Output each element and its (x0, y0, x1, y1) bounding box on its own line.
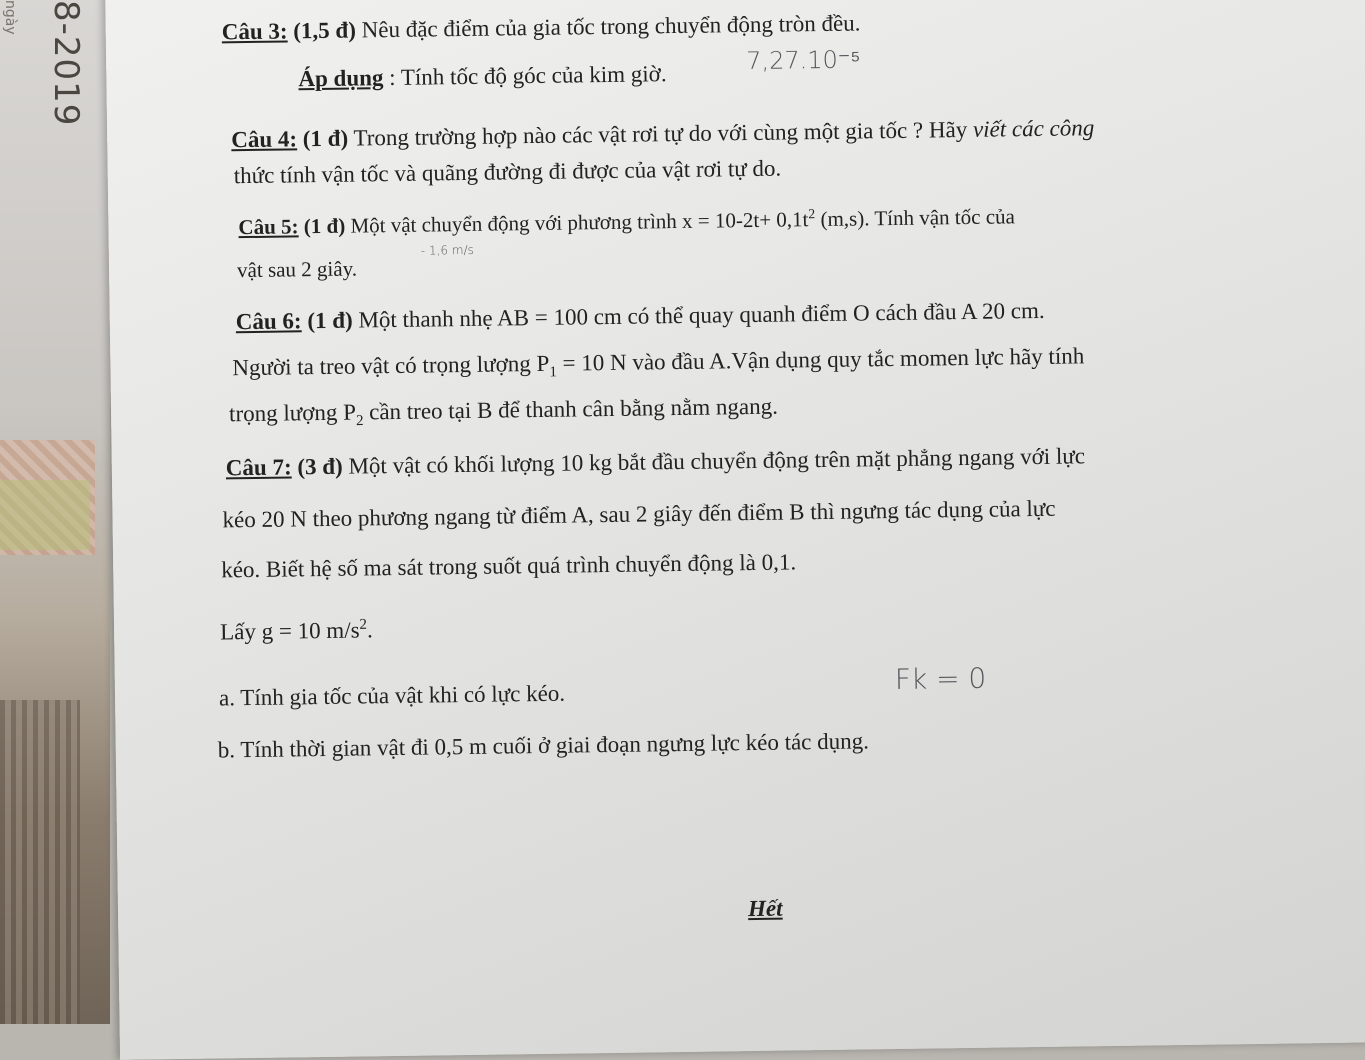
q7-text-1: Một vật có khối lượng 10 kg bắt đầu chuyển động trên mặt phẳng ngang với lực (348, 443, 1086, 479)
q5-text-1sup: 2 (808, 206, 816, 222)
q7-points: (3 đ) (297, 453, 343, 480)
q5-label: Câu 5: (238, 214, 299, 240)
q4-points: (1 đ) (302, 125, 349, 152)
q6-points: (1 đ) (307, 307, 353, 334)
q6-text-2a: Người ta treo vật có trọng lượng P (232, 350, 550, 381)
q5-line-1 (238, 203, 1015, 240)
q4-text-1a: Trong trường hợp nào các vật rơi tự do với cùng một gia tốc ? Hãy (353, 116, 974, 151)
q7-text-3: kéo. Biết hệ số ma sát trong suốt quá trình chuyển động là 0,1. (221, 549, 797, 583)
q4-line-1 (231, 114, 1094, 154)
q6-line-2 (232, 342, 1084, 386)
q7-line-3 (221, 548, 796, 584)
q7-text-4a: Lấy g = 10 m/s (219, 617, 360, 645)
q5-line-2 (237, 257, 357, 284)
side-date-text: 8-2019 (46, 0, 86, 127)
q6-text-2b: = 10 N vào đầu A.Vận dụng quy tắc momen lực hãy tính (556, 343, 1085, 376)
q6-text-3a: trọng lượng P (228, 399, 357, 427)
q3-line (222, 9, 861, 46)
q7-label: Câu 7: (225, 454, 292, 481)
background-green-patch (0, 480, 90, 550)
q7-line-4 (220, 616, 373, 646)
q3-label: Câu 3: (221, 18, 288, 45)
q7-handwritten-note: Fk = 0 (894, 661, 987, 697)
q6-text-1: Một thanh nhẹ AB = 100 cm có thể quay quanh điểm O cách đầu A 20 cm. (358, 297, 1045, 333)
q7-text-4b: . (366, 617, 373, 643)
q4-line-2 (234, 155, 782, 190)
q3-handwritten-answer: 7,27.10⁻⁵ (745, 45, 861, 76)
q7-part-a (219, 680, 565, 712)
q7-part-b (218, 727, 870, 764)
q3-text: Nêu đặc điểm của gia tốc trong chuyển động tròn đều. (361, 10, 861, 43)
q5-handwritten-answer: - 1,6 m/s (420, 242, 474, 258)
q6-text-3sub: 2 (355, 413, 364, 430)
q7-part-b-text: b. Tính thời gian vật đi 0,5 m cuối ở giai đoạn ngưng lực kéo tác dụng. (217, 728, 870, 763)
q5-text-1a: Một vật chuyển động với phương trình x = 10-2t+ 0,1t (350, 207, 809, 238)
q3-apply-line (298, 60, 667, 93)
q6-line-1 (236, 297, 1045, 336)
background-shadow (0, 700, 80, 1024)
q7-text-4sup: 2 (359, 616, 368, 633)
q6-text-3b: cần treo tại B để thanh cân bằng nằm ngang. (363, 393, 779, 425)
q4-text-2: thức tính vận tốc và quãng đường đi được của vật rơi tự do. (233, 155, 782, 189)
q5-text-2: vật sau 2 giây. (236, 256, 358, 283)
end-marker: Hết (747, 895, 783, 922)
q7-line-1 (226, 442, 1086, 482)
q3-points: (1,5 đ) (293, 17, 357, 44)
q6-line-3 (229, 393, 778, 433)
q3-apply-label: Áp dụng (298, 65, 384, 92)
q7-part-a-text: a. Tính gia tốc của vật khi có lực kéo. (218, 680, 566, 711)
q6-text-2sub: 1 (549, 364, 558, 381)
q3-apply-text: : Tính tốc độ góc của kim giờ. (388, 61, 667, 91)
q6-label: Câu 6: (235, 308, 302, 335)
exam-paper (105, 0, 1365, 1060)
q5-points: (1 đ) (303, 213, 346, 239)
q7-text-2: kéo 20 N theo phương ngang từ điểm A, sau 2 giây đến điểm B thì ngưng tác dụng của lực (222, 495, 1056, 533)
q4-label: Câu 4: (231, 126, 298, 153)
q7-line-2 (222, 495, 1055, 534)
q5-text-1b: (m,s). Tính vận tốc của (815, 204, 1016, 232)
side-small-text: ngày (2, 0, 18, 35)
q4-text-1b: viết các công (972, 115, 1095, 142)
